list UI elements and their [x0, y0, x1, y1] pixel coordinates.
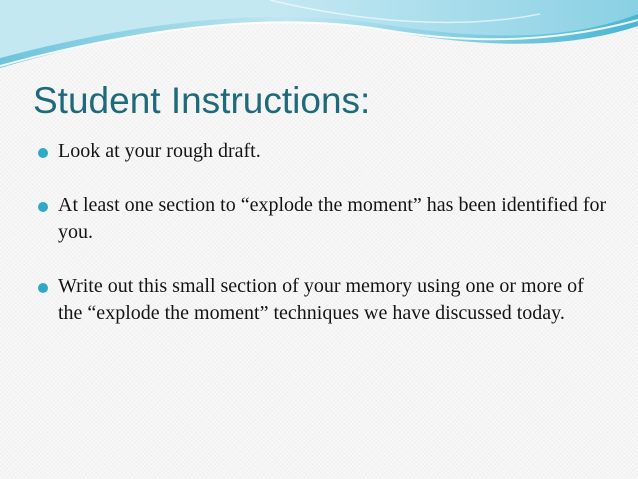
- bullet-item-2: [38, 192, 608, 246]
- wave-front: [0, 0, 638, 58]
- bullet-dot-icon: [38, 202, 48, 212]
- bullet-item-1: [38, 138, 608, 165]
- bullet-text-1: Look at your rough draft.: [58, 140, 261, 162]
- bullet-dot-icon: [38, 283, 48, 293]
- bullet-item-3: [38, 273, 608, 327]
- bullet-text-3: Write out this small section of your memory using one or more of the “explode the moment” techniques we have discussed today.: [58, 275, 584, 324]
- bullet-text-2: At least one section to “explode the moment” has been identified for you.: [58, 194, 607, 243]
- bullet-list: [38, 138, 608, 327]
- bullet-dot-icon: [38, 148, 48, 158]
- slide-title: Student Instructions:: [33, 80, 371, 121]
